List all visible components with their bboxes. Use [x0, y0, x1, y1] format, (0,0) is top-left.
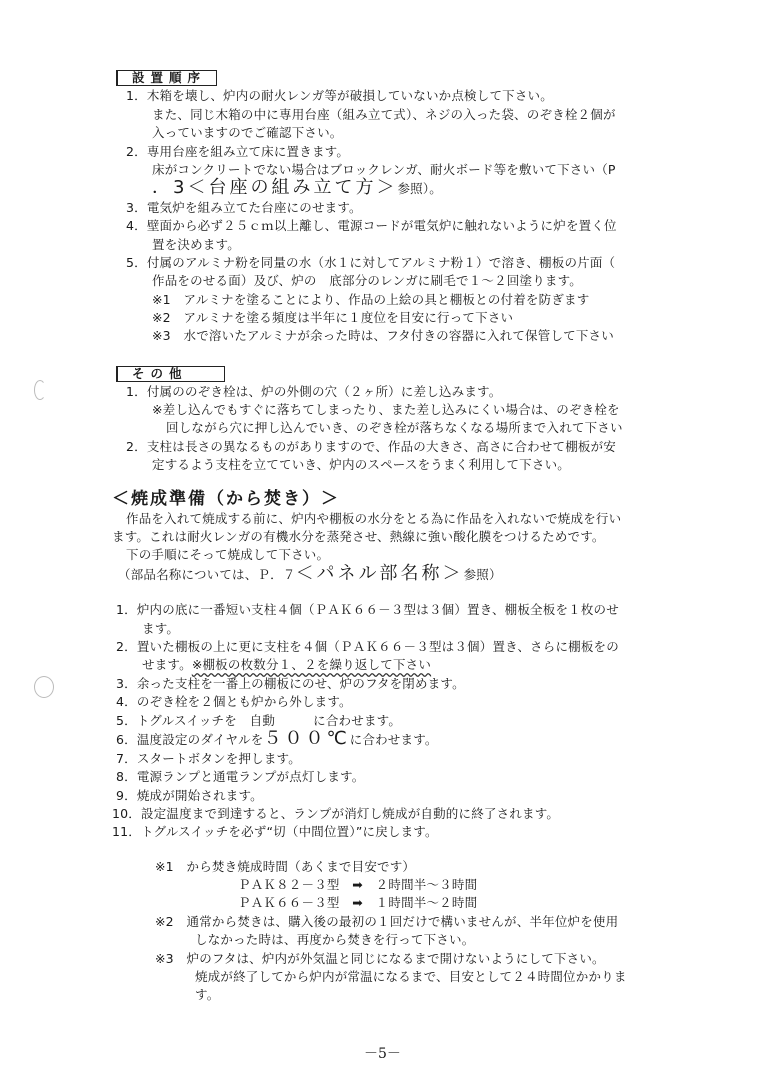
firing-time-pak82: ＰＡＫ８２－３型 ➡ ２時間半～３時間 — [238, 877, 478, 892]
firing-step-6-text: 6．温度設定のダイヤルを — [116, 732, 264, 747]
other-item-1: 1．付属ののぞき栓は、炉の外側の穴（２ヶ所）に差し込みます。 — [126, 384, 502, 399]
setup-step-2-cont: 床がコンクリートでない場合はブロックレンガ、耐火ボード等を敷いて下さい（P — [152, 162, 616, 177]
firing-note-1: ※1 から焚き焼成時間（あくまで目安です） — [155, 859, 416, 874]
setup-step-4: 4．壁面から必ず２５ｃｍ以上離し、電源コードが電気炉に触れないように炉を置く位 — [126, 218, 617, 233]
punch-hole-mark — [34, 676, 54, 698]
setup-step-1-cont: また、同じ木箱の中に専用台座（組み立て式）、ネジの入った袋、のぞき栓２個が — [152, 107, 616, 122]
firing-step-3: 3．余った支柱を一番上の棚板にのせ、炉のフタを閉めます。 — [116, 676, 465, 691]
reference-suffix: 参照） — [463, 567, 502, 582]
firing-step-7: 7．スタートボタンを押します。 — [116, 751, 301, 766]
firing-intro-line: 作品を入れて焼成する前に、炉内や棚板の水分をとる為に作品を入れないで焼成を行い — [126, 511, 622, 526]
setup-step-2: 2．専用台座を組み立て床に置きます。 — [126, 144, 350, 159]
setup-step-5: 5．付属のアルミナ粉を同量の水（水１に対してアルミナ粉１）で溶き、棚板の片面（ — [126, 255, 616, 270]
reference-suffix: 参照）。 — [397, 181, 443, 196]
setup-step-1: 1．木箱を壊し、炉内の耐火レンガ等が破損していないか点検して下さい。 — [126, 88, 553, 103]
setup-note-3: ※3 水で溶いたアルミナが余った時は、フタ付きの容器に入れて保管して下さい — [152, 328, 614, 343]
firing-step-1-cont: ます。 — [142, 621, 180, 636]
reference-prefix: （部品名称については、Ｐ．７ — [118, 567, 296, 582]
section-heading-setup-order: 設置順序 — [116, 70, 217, 86]
firing-step-10: 10．設定温度まで到達すると、ランプが消灯し焼成が自動的に終了されます。 — [112, 806, 560, 821]
section-heading-other: その他 — [116, 366, 225, 382]
firing-step-8: 8．電源ランプと通電ランプが点灯します。 — [116, 769, 365, 784]
firing-step-2: 2．置いた棚板の上に更に支柱を４個（ＰＡＫ６６－３型は３個）置き、さらに棚板をの — [116, 639, 619, 654]
punch-hole-mark — [34, 380, 46, 400]
firing-step-6-suffix: に合わせます。 — [349, 732, 438, 747]
firing-note-3-cont: 焼成が終了してから炉内が常温になるまで、目安として２４時間位かかりま — [195, 969, 627, 984]
firing-intro-reference — [118, 565, 502, 584]
firing-step-2-cont — [142, 656, 431, 674]
firing-step-11: 11．トグルスイッチを必ず“切（中間位置）”に戻します。 — [112, 824, 438, 839]
setup-note-2: ※2 アルミナを塗る頻度は半年に１度位を目安に行って下さい — [152, 310, 514, 325]
setup-step-1-cont: 入っていますのでご確認下さい。 — [152, 125, 343, 140]
firing-note-3-cont: す。 — [195, 987, 220, 1002]
reference-title-panel-names: ＜パネル部名称＞ — [295, 563, 464, 584]
setup-step-4-cont: 置を決めます。 — [152, 237, 240, 252]
firing-time-pak66: ＰＡＫ６６－３型 ➡ １時間半～２時間 — [238, 895, 478, 910]
other-item-2: 2．支柱は長さの異なるものがありますので、作品の大きさ、高さに合わせて棚板が安 — [126, 439, 617, 454]
firing-note-2: ※2 通常から焚きは、購入後の最初の１回だけで構いませんが、半年位炉を使用 — [155, 914, 619, 929]
firing-step-2-text: せます。 — [142, 657, 192, 672]
firing-step-1: 1．炉内の底に一番短い支柱４個（ＰＡＫ６６－３型は３個）置き、棚板全板を１枚のせ — [116, 602, 619, 617]
firing-intro-line: ます。これは耐火レンガの有機水分を蒸発させ、熱線に強い酸化膜をつけるためです。 — [112, 529, 605, 544]
firing-intro-line: 下の手順にそって焼成して下さい。 — [126, 547, 330, 562]
setup-note-1: ※1 アルミナを塗ることにより、作品の上絵の具と棚板との付着を防ぎます — [152, 292, 590, 307]
other-item-2-cont: 定するよう支柱を立てていき、炉内のスペースをうまく利用して下さい。 — [152, 457, 570, 472]
reference-title-stand-assembly: ．3＜台座の組み立て方＞ — [152, 177, 398, 198]
repeat-note-underlined: ※棚板の枚数分１、２を繰り返して下さい — [191, 657, 432, 672]
setup-step-2-ref — [152, 179, 442, 198]
firing-step-6 — [116, 730, 438, 749]
firing-note-3: ※3 炉のフタは、炉内が外気温と同じになるまで開けないようにして下さい。 — [155, 951, 605, 966]
setup-step-3: 3．電気炉を組み立てた台座にのせます。 — [126, 200, 362, 215]
firing-note-2-cont: しなかった時は、再度から焚きを行って下さい。 — [195, 932, 475, 947]
setup-step-5-cont: 作品をのせる面）及び、炉の 底部分のレンガに刷毛で１～２回塗ります。 — [152, 273, 582, 288]
temperature-value: ５００℃ — [263, 728, 350, 749]
other-item-1-note: ※差し込んでもすぐに落ちてしまったり、また差し込みにくい場合は、のぞき栓を — [152, 402, 620, 417]
other-item-1-note-cont: 回しながら穴に押し込んでいき、のぞき栓が落ちなくなる場所まで入れて下さい — [166, 420, 623, 435]
section-heading-firing-prep: ＜焼成準備（から焚き）＞ — [112, 489, 340, 509]
firing-step-5: 5．トグルスイッチを 自動 に合わせます。 — [116, 713, 402, 728]
page-number: －5－ — [364, 1046, 401, 1062]
firing-step-4: 4．のぞき栓を２個とも炉から外します。 — [116, 694, 352, 709]
firing-step-9: 9．焼成が開始されます。 — [116, 788, 263, 803]
